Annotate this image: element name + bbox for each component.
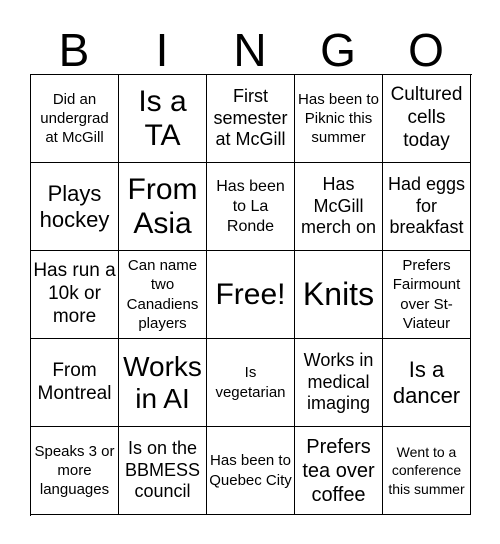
bingo-cell-r2c5[interactable] bbox=[383, 163, 471, 251]
cell-text: Did an undergrad at McGill bbox=[40, 90, 109, 147]
cell-text: Prefers Fairmount over St-Viateur bbox=[392, 257, 461, 332]
cell-text: Has McGill merch on bbox=[300, 173, 377, 238]
cell-text: First semester at McGill bbox=[213, 85, 288, 150]
cell-text: From Montreal bbox=[37, 359, 112, 404]
cell-text: Plays hockey bbox=[39, 180, 110, 232]
cell-text: Works in AI bbox=[123, 351, 202, 414]
cell-text: Is on the BBMESS council bbox=[124, 437, 201, 502]
cell-text: From Asia bbox=[127, 172, 198, 240]
header-letter-o: O bbox=[408, 24, 444, 76]
bingo-cell-r4c3[interactable] bbox=[207, 339, 295, 427]
bingo-cell-r5c1[interactable] bbox=[31, 427, 119, 515]
bingo-cell-r1c3[interactable] bbox=[207, 75, 295, 163]
cell-text: Has been to La Ronde bbox=[216, 177, 285, 235]
header-letter-i: I bbox=[155, 24, 169, 76]
cell-text: Is a dancer bbox=[392, 356, 461, 408]
bingo-cell-r4c4[interactable] bbox=[295, 339, 383, 427]
cell-text: Cultured cells today bbox=[390, 84, 463, 151]
bingo-cell-r5c4[interactable] bbox=[295, 427, 383, 515]
bingo-cell-r3c1[interactable] bbox=[31, 251, 119, 339]
bingo-cell-r3c2[interactable] bbox=[119, 251, 207, 339]
bingo-cell-r2c2[interactable] bbox=[119, 163, 207, 251]
bingo-cell-r3c3[interactable] bbox=[207, 251, 295, 339]
bingo-cell-r4c5[interactable] bbox=[383, 339, 471, 427]
bingo-cell-r2c3[interactable] bbox=[207, 163, 295, 251]
cell-text: Has run a 10k or more bbox=[33, 260, 116, 327]
bingo-cell-r4c1[interactable] bbox=[31, 339, 119, 427]
bingo-cell-r1c1[interactable] bbox=[31, 75, 119, 163]
cell-text: Has been to Quebec City bbox=[209, 452, 292, 489]
bingo-header bbox=[30, 20, 470, 80]
bingo-cell-r1c5[interactable] bbox=[383, 75, 471, 163]
cell-text: Free! bbox=[215, 277, 286, 311]
bingo-board bbox=[30, 74, 472, 516]
bingo-cell-r5c3[interactable] bbox=[207, 427, 295, 515]
bingo-cell-r1c2[interactable] bbox=[119, 75, 207, 163]
header-letter-n: N bbox=[233, 24, 267, 76]
bingo-cell-r3c5[interactable] bbox=[383, 251, 471, 339]
header-letter-b: B bbox=[58, 24, 90, 76]
cell-text: Went to a conference this summer bbox=[388, 443, 465, 497]
bingo-cell-r1c4[interactable] bbox=[295, 75, 383, 163]
cell-text: Has been to Piknic this summer bbox=[298, 90, 379, 147]
cell-text: Is a TA bbox=[138, 84, 187, 152]
bingo-cell-r3c4[interactable] bbox=[295, 251, 383, 339]
cell-text: Works in medical imaging bbox=[303, 349, 374, 414]
bingo-cell-r2c1[interactable] bbox=[31, 163, 119, 251]
cell-text: Knits bbox=[302, 275, 375, 312]
cell-text: Prefers tea over coffee bbox=[302, 435, 375, 506]
cell-text: Can name two Canadiens players bbox=[126, 257, 199, 332]
bingo-cell-r5c5[interactable] bbox=[383, 427, 471, 515]
cell-text: Had eggs for breakfast bbox=[387, 173, 466, 238]
header-letter-g: G bbox=[320, 24, 356, 76]
bingo-cell-r4c2[interactable] bbox=[119, 339, 207, 427]
bingo-cell-r5c2[interactable] bbox=[119, 427, 207, 515]
cell-text: Is vegetarian bbox=[215, 364, 286, 401]
cell-text: Speaks 3 or more languages bbox=[34, 442, 115, 499]
bingo-cell-r2c4[interactable] bbox=[295, 163, 383, 251]
